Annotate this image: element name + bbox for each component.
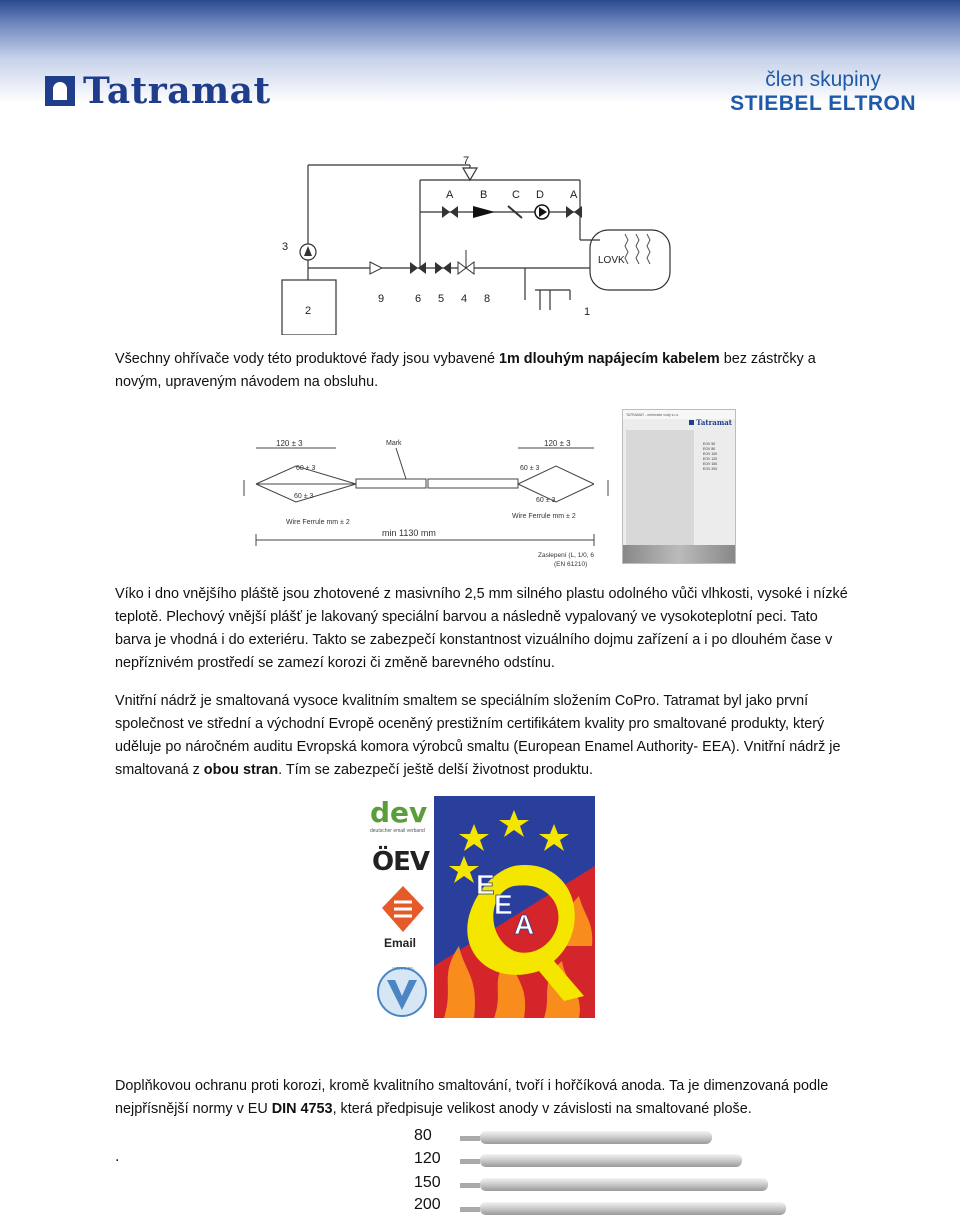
dim-right-60b: 60 ± 3 — [536, 497, 556, 504]
anode-dot: . — [115, 1148, 120, 1165]
valve-9-icon — [370, 262, 382, 274]
anode-size-200: 200 — [414, 1196, 441, 1213]
eea-certificate-logo — [434, 796, 595, 1018]
email-logo-text: Email — [384, 936, 417, 950]
paragraph-enamel-text1: Vnitřní nádrž je smaltovaná vysoce kvalitním smaltem se speciálním složením CoPro. Tatramat byl jako první společnost ve střední a východní Evropě oceněný prestižním certifikátem kvality pro smaltované produkty, který uděluje po náročném auditu Evropská komora výrobců smaltu (European Enamel Authority- EEA). Vnitřní nádrž je smaltovaná z — [115, 693, 841, 778]
valve-5-icon — [435, 262, 451, 274]
manual-model: EOV 80 — [703, 447, 716, 451]
anode-rod — [460, 1202, 786, 1215]
paragraph-enamel-text2: . Tím se zabezpečí ještě delší životnost produktu. — [278, 762, 594, 778]
safety-valve-4-icon — [458, 250, 474, 274]
valve-6-icon — [410, 262, 426, 274]
manual-cover-dark-panel — [626, 430, 694, 548]
dim-right-top: 120 ± 3 — [544, 439, 571, 448]
paragraph-anode-bold: DIN 4753 — [271, 1101, 333, 1117]
anode-rods-image — [460, 1126, 790, 1226]
manual-model-list — [703, 442, 717, 472]
eea-letter-e2: E — [494, 889, 513, 920]
wire-left-label: Wire Ferrule mm ± 2 — [286, 519, 350, 526]
label-8: 8 — [484, 293, 491, 305]
paragraph-anode — [115, 1075, 855, 1121]
dev-logo — [370, 798, 436, 840]
email-logo-icon — [380, 884, 426, 934]
dim-mark: Mark — [386, 440, 402, 447]
label-2: 2 — [305, 305, 312, 317]
paragraph-anode-text2: , která předpisuje velikost anody v závislosti na smaltované ploše. — [332, 1101, 752, 1117]
label-6: 6 — [415, 293, 422, 305]
manual-model: EOV 150 — [703, 462, 718, 466]
label-5: 5 — [438, 293, 445, 305]
label-a2: A — [570, 189, 578, 201]
label-lovk: LOVK — [598, 255, 625, 266]
eea-letter-a: A — [514, 909, 535, 940]
eea-letter-e1: E — [476, 869, 495, 900]
anode-size-120: 120 — [414, 1150, 441, 1167]
cable-drawing — [236, 436, 616, 568]
manual-model: EOV 50 — [703, 442, 716, 446]
tatramat-logo-icon — [45, 76, 75, 106]
dim-left-60b: 60 ± 3 — [294, 493, 314, 500]
check-valve-b-icon — [473, 206, 495, 218]
dim-right-60a: 60 ± 3 — [520, 465, 540, 472]
label-1: 1 — [584, 306, 591, 318]
manual-header-text: TATRAMAT - ohrievače vody s.r.o. — [626, 413, 680, 417]
pump-d-icon — [535, 205, 549, 219]
dim-left-top: 120 ± 3 — [276, 439, 303, 448]
dim-left-60a: 60 ± 3 — [296, 465, 316, 472]
wire-right-label: Wire Ferrule mm ± 2 — [512, 513, 576, 520]
group-label — [730, 68, 916, 116]
manual-cover-image — [622, 409, 736, 564]
group-label-line2: STIEBEL ELTRON — [730, 92, 916, 115]
manual-model: EOV 100 — [703, 452, 718, 456]
label-d: D — [536, 189, 544, 201]
label-4: 4 — [461, 293, 468, 305]
valve-7-icon — [463, 168, 477, 180]
paragraph-cable-text1: Všechny ohřívače vody této produktové řady jsou vybavené — [115, 351, 499, 367]
tatramat-logo — [45, 70, 271, 112]
dev-logo-subtext: deutscher email verband — [370, 828, 425, 834]
hydraulic-schematic — [270, 150, 690, 335]
label-9: 9 — [378, 293, 385, 305]
footnote-2: (EN 61210) — [554, 561, 588, 568]
vitramel-logo-text: VITRAMEL — [392, 966, 415, 971]
paragraph-casing: Víko i dno vnějšího pláště jsou zhotovené z masivního 2,5 mm silného plastu odolného vůči vlhkosti, vysoké i nízké teplotě. Plechový vnější plášť je lakovaný speciální barvou a následně vypalovaný ve vysokoteplotní peci. Tato barva je vhodná i do exteriéru. Takto se zabezpečí konstantnost vizuálního dojmu zařízení a i po dlouhém čase v nepříznivém prostředí se zamezí korozi či změně barevného odstínu. — [115, 586, 848, 671]
label-b: B — [480, 189, 488, 201]
paragraph-enamel — [115, 690, 855, 782]
manual-model: EOV 120 — [703, 457, 718, 461]
min-length-label: min 1130 mm — [382, 528, 436, 538]
oev-logo: ÖEV — [372, 847, 429, 877]
manual-logo-icon — [689, 420, 694, 425]
anode-size-150: 150 — [414, 1174, 441, 1191]
anode-rod — [460, 1131, 712, 1144]
label-c: C — [512, 189, 520, 201]
manual-cover-world-map — [623, 545, 735, 563]
group-label-line1: člen skupiny — [765, 68, 881, 91]
dev-logo-text: dev — [370, 796, 428, 829]
label-7: 7 — [463, 155, 470, 167]
paragraph-cable-text2: bez zástrčky a novým, upraveným návodem na obsluhu. — [115, 351, 816, 390]
paragraph-anode-text1: Doplňkovou ochranu proti korozi, kromě kvalitního smaltování, tvoří i hořčíková anoda. Ta je dimenzovaná podle nejpřísnější normy v EU — [115, 1078, 829, 1117]
anode-rod — [460, 1154, 742, 1167]
footnote-1: Zaslepení (L, 1/0, 6 — [538, 552, 595, 559]
manual-brand: Tatramat — [696, 418, 732, 427]
anode-rod — [460, 1178, 768, 1191]
manual-model: EOV 200 — [703, 467, 718, 471]
label-3: 3 — [282, 241, 289, 253]
paragraph-enamel-bold: obou stran — [203, 762, 279, 778]
anode-size-80: 80 — [414, 1127, 432, 1144]
valve-a-icon — [442, 206, 458, 218]
paragraph-cable-bold: 1m dlouhým napájecím kabelem — [498, 351, 720, 367]
brand-name: Tatramat — [83, 70, 271, 112]
label-a: A — [446, 189, 454, 201]
paragraph-cable — [115, 348, 855, 394]
